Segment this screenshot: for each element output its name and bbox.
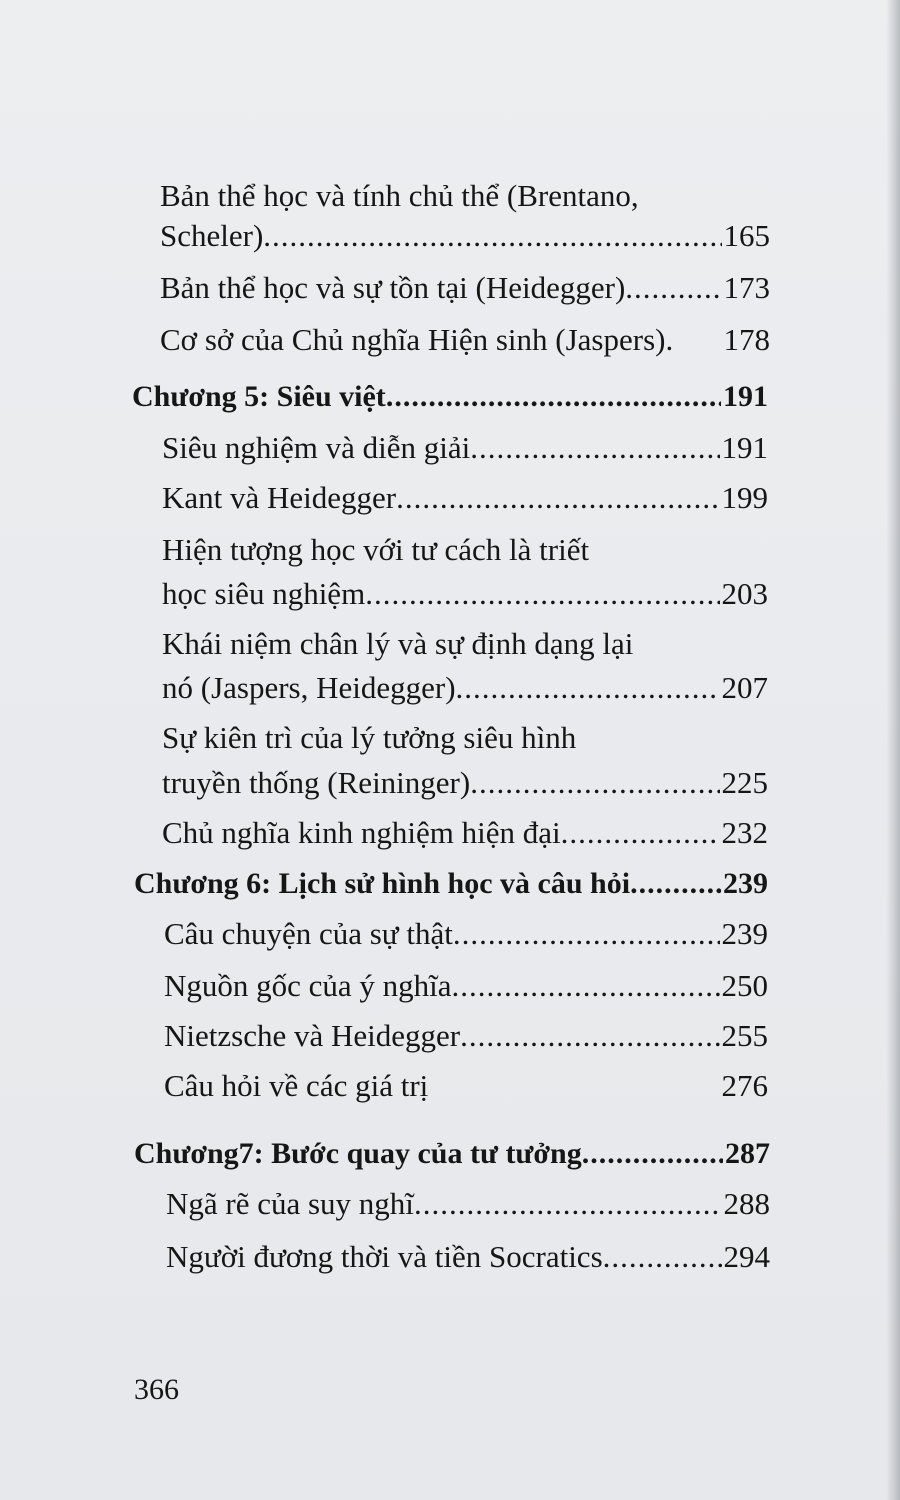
toc-entry-text: Nietzsche và Heidegger [164, 1018, 461, 1053]
leader-dots [365, 574, 719, 614]
toc-page-number: 225 [721, 765, 768, 800]
toc-entry-text: Cơ sở của Chủ nghĩa Hiện sinh (Jaspers). [160, 322, 674, 357]
toc-entry-text: Người đương thời và tiền Socratics [166, 1239, 603, 1274]
toc-page-number: 191 [721, 430, 768, 465]
toc-entry-text: Hiện tượng học với tư cách là triết [162, 532, 590, 567]
toc-page-number: 276 [721, 1068, 768, 1103]
toc-entry [162, 574, 768, 614]
toc-page-number: 203 [721, 576, 768, 611]
toc-entry [164, 1066, 768, 1106]
toc-entry-text: Scheler) [160, 218, 264, 253]
toc-page-number: 255 [721, 1018, 768, 1053]
toc-entry [162, 478, 768, 518]
toc-entry-text: Bản thể học và tính chủ thể (Brentano, [160, 178, 639, 213]
toc-entry-text: truyền thống (Reininger) [162, 765, 471, 800]
leader-dots [263, 216, 721, 256]
toc-entry-line1 [160, 176, 770, 216]
leader-dots [470, 428, 719, 468]
leader-dots [603, 1237, 722, 1277]
toc-entry [166, 1237, 770, 1277]
toc-page-number: 232 [721, 815, 768, 850]
toc-entry-text: học siêu nghiệm [162, 576, 366, 611]
leader-dots [456, 668, 720, 708]
toc-page-number: 239 [721, 916, 768, 951]
toc-entry-text: Bản thể học và sự tồn tại (Heidegger) [160, 270, 626, 305]
toc-entry [164, 1016, 768, 1056]
toc-page-number: 250 [721, 968, 768, 1003]
toc-entry [164, 914, 768, 954]
toc-entry [160, 268, 770, 308]
toc-page-number: 178 [723, 322, 770, 357]
toc-entry-text: Kant và Heidegger [162, 480, 397, 515]
toc-entry-text: Chủ nghĩa kinh nghiệm hiện đại [162, 815, 561, 850]
page-number: 366 [134, 1373, 179, 1406]
toc-page-number: 287 [725, 1137, 770, 1170]
toc-entry [160, 216, 770, 256]
toc-entry-text: nó (Jaspers, Heidegger) [162, 670, 456, 705]
toc-entry-text: Khái niệm chân lý và sự định dạng lại [162, 626, 634, 661]
toc-entry-text: Siêu nghiệm và diễn giải [162, 430, 471, 465]
leader-dots [452, 966, 720, 1006]
leader-dots [396, 478, 719, 518]
toc-entry-line1 [162, 718, 768, 758]
toc-entry [162, 763, 768, 803]
leader-dots [630, 864, 721, 904]
toc-chapter-title: Chương 5: Siêu việt [132, 380, 386, 413]
toc-page-number: 294 [723, 1239, 770, 1274]
leader-dots [625, 268, 721, 308]
leader-dots [460, 1016, 719, 1056]
leader-dots [561, 813, 720, 853]
toc-page-number: 207 [721, 670, 768, 705]
toc-page-number: 239 [723, 867, 768, 900]
toc-entry-text: Sự kiên trì của lý tưởng siêu hình [162, 720, 577, 755]
leader-dots [386, 377, 721, 417]
toc-page-number: 165 [723, 218, 770, 253]
toc-chapter-title: Chương7: Bước quay của tư tưởng [134, 1137, 582, 1170]
toc-entry-text: Câu chuyện của sự thật [164, 916, 453, 951]
toc-page-number: 173 [723, 270, 770, 305]
leader-dots [453, 914, 720, 954]
toc-entry [160, 320, 770, 360]
toc-page-number: 199 [721, 480, 768, 515]
toc-entry-text: Nguồn gốc của ý nghĩa [164, 968, 452, 1003]
toc-chapter-entry [132, 377, 768, 417]
toc-entry [164, 966, 768, 1006]
toc-entry-text: Câu hỏi về các giá trị [164, 1068, 429, 1103]
leader-dots [414, 1184, 722, 1224]
leader-dots [470, 763, 719, 803]
toc-chapter-entry [134, 1134, 770, 1174]
toc-entry-text: Ngã rẽ của suy nghĩ [166, 1186, 414, 1221]
toc-entry-line1 [162, 624, 768, 664]
toc-chapter-entry [134, 864, 768, 904]
toc-chapter-title: Chương 6: Lịch sử hình học và câu hỏi [134, 867, 631, 900]
toc-page-number: 288 [723, 1186, 770, 1221]
toc-page-number: 191 [723, 380, 768, 413]
toc-entry [166, 1184, 770, 1224]
page-edge-shadow [886, 0, 900, 1500]
toc-entry [162, 428, 768, 468]
toc-entry [162, 813, 768, 853]
toc-entry [162, 668, 768, 708]
toc-entry-line1 [162, 530, 768, 570]
leader-dots [582, 1134, 723, 1174]
